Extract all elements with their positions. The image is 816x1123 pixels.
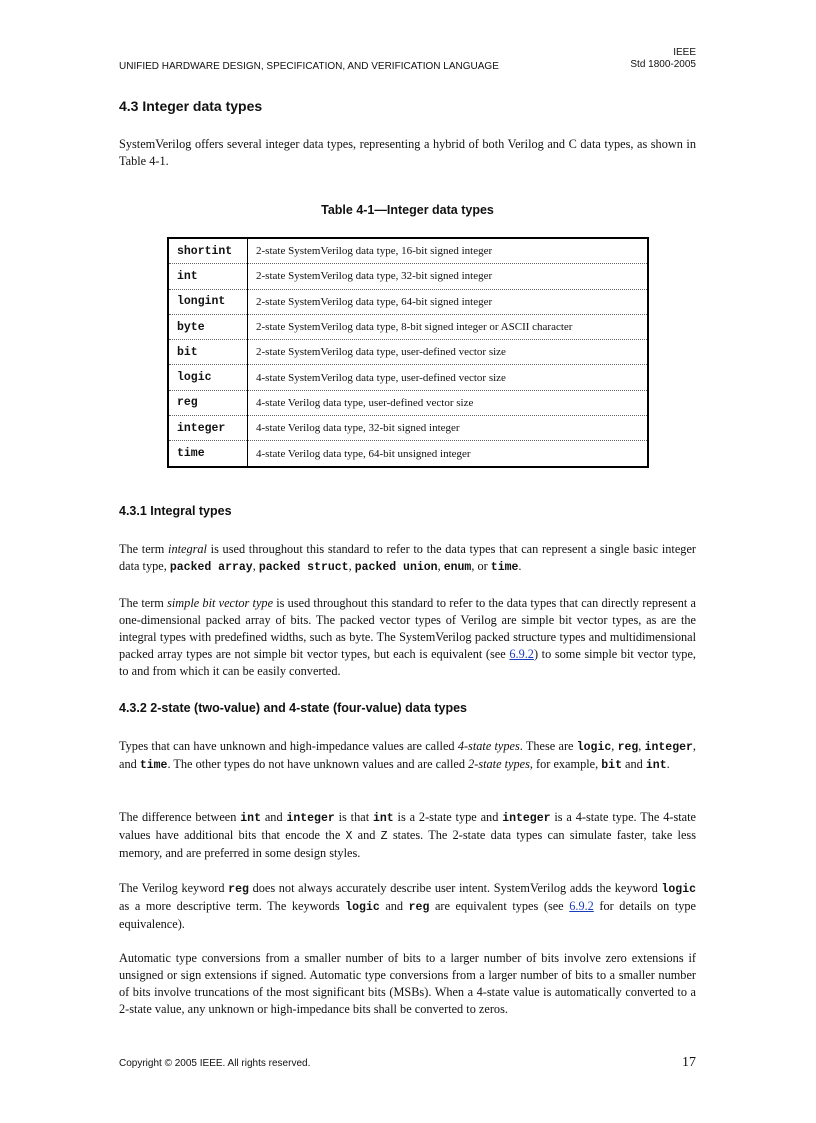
header-title: UNIFIED HARDWARE DESIGN, SPECIFICATION, AND VERIFICATION LANGUAGE [119, 61, 499, 72]
type-description: 2-state SystemVerilog data type, 16-bit signed integer [248, 238, 649, 264]
table-caption: Table 4-1—Integer data types [321, 203, 494, 217]
integral-paragraph-2: The term simple bit vector type is used throughout this standard to refer to the data types that can directly represent a one-dimensional packed array of bits. The packed vector types of Verilog are simple bit vector types, as are the integral types with predefined widths, such as byte. The SystemVerilog packed structure types and multidimensional packed array types are not simple bit vector types, but each is equivalent (see 6.9.2) to some simple bit vector type, to and from which it can be easily converted. [119, 596, 697, 678]
type-description: 4-state SystemVerilog data type, user-defined vector size [248, 365, 649, 390]
footer-copyright: Copyright © 2005 IEEE. All rights reserved. [119, 1058, 311, 1069]
term-integral: integral [168, 542, 207, 556]
type-keyword: longint [168, 289, 248, 314]
type-description: 2-state SystemVerilog data type, 32-bit signed integer [248, 264, 649, 289]
table-row [168, 289, 648, 314]
type-description: 2-state SystemVerilog data type, 8-bit signed integer or ASCII character [248, 314, 649, 339]
section-heading: 4.3 Integer data types [119, 98, 263, 114]
subsection-heading-state-types: 4.3.2 2-state (two-value) and 4-state (four-value) data types [119, 701, 468, 715]
header-standard-id [630, 47, 696, 71]
type-description: 2-state SystemVerilog data type, user-defined vector size [248, 340, 649, 365]
table-row [168, 416, 648, 441]
xref-link-6-9-2-b[interactable]: 6.9.2 [569, 899, 594, 913]
type-keyword: int [168, 264, 248, 289]
state-types-paragraph-2: The difference between int and integer is that int is a 2-state type and integer is a 4-state type. The 4-state values have additional bits that encode the X and Z states. The 2-state data types can simulate faster, take less memory, and are preferred in some design styles. [119, 810, 697, 860]
integer-types-table [167, 237, 649, 468]
table-row [168, 390, 648, 415]
state-types-paragraph-3: The Verilog keyword reg does not always accurately describe user intent. SystemVerilog adds the keyword logic as a more descriptive term. The keywords logic and reg are equivalent types (see 6.9.2 for details on type equivalence). [119, 881, 697, 931]
type-description: 4-state Verilog data type, user-defined vector size [248, 390, 649, 415]
table-row [168, 238, 648, 264]
xref-link-6-9-2[interactable]: 6.9.2 [509, 647, 534, 661]
section-intro: SystemVerilog offers several integer data types, representing a hybrid of both Verilog and C data types, as shown in Table 4-1. [119, 137, 696, 168]
type-keyword: time [168, 441, 248, 467]
state-types-paragraph-1: Types that can have unknown and high-impedance values are called 4-state types. These are logic, reg, integer, and time. The other types do not have unknown values and are called 2-state types, for example, bit and int. [119, 739, 696, 772]
table-row [168, 314, 648, 339]
type-description: 4-state Verilog data type, 32-bit signed integer [248, 416, 649, 441]
type-keyword: reg [168, 390, 248, 415]
state-types-paragraph-4: Automatic type conversions from a smaller number of bits to a larger number of bits involve zero extensions if unsigned or sign extensions if signed. Automatic type conversions from a larger number of bits to a smaller number of bits involve truncations of the most significant bits (MSBs). When a 4-state value is automatically converted to a 2-state value, any unknown or high-impedance bits shall be converted to zeros. [119, 951, 696, 1016]
header-std-number: Std 1800-2005 [630, 59, 696, 70]
header-org: IEEE [673, 47, 696, 58]
table-row [168, 365, 648, 390]
subsection-heading-integral: 4.3.1 Integral types [119, 504, 232, 518]
type-keyword: shortint [168, 238, 248, 264]
integral-paragraph-1: The term integral is used throughout this standard to refer to the data types that can represent a single basic integer data type, packed array, packed struct, packed union, enum, or time. [119, 542, 696, 574]
page-number: 17 [682, 1055, 696, 1070]
type-keyword: integer [168, 416, 248, 441]
type-keyword: logic [168, 365, 248, 390]
type-description: 4-state Verilog data type, 64-bit unsigned integer [256, 447, 471, 460]
type-description: 2-state SystemVerilog data type, 64-bit signed integer [248, 289, 649, 314]
type-keyword: byte [168, 314, 248, 339]
type-keyword: bit [168, 340, 248, 365]
table-row [168, 264, 648, 289]
table-row [168, 340, 648, 365]
table-row [168, 441, 648, 467]
term-simple-bit-vector: simple bit vector type [167, 596, 274, 610]
